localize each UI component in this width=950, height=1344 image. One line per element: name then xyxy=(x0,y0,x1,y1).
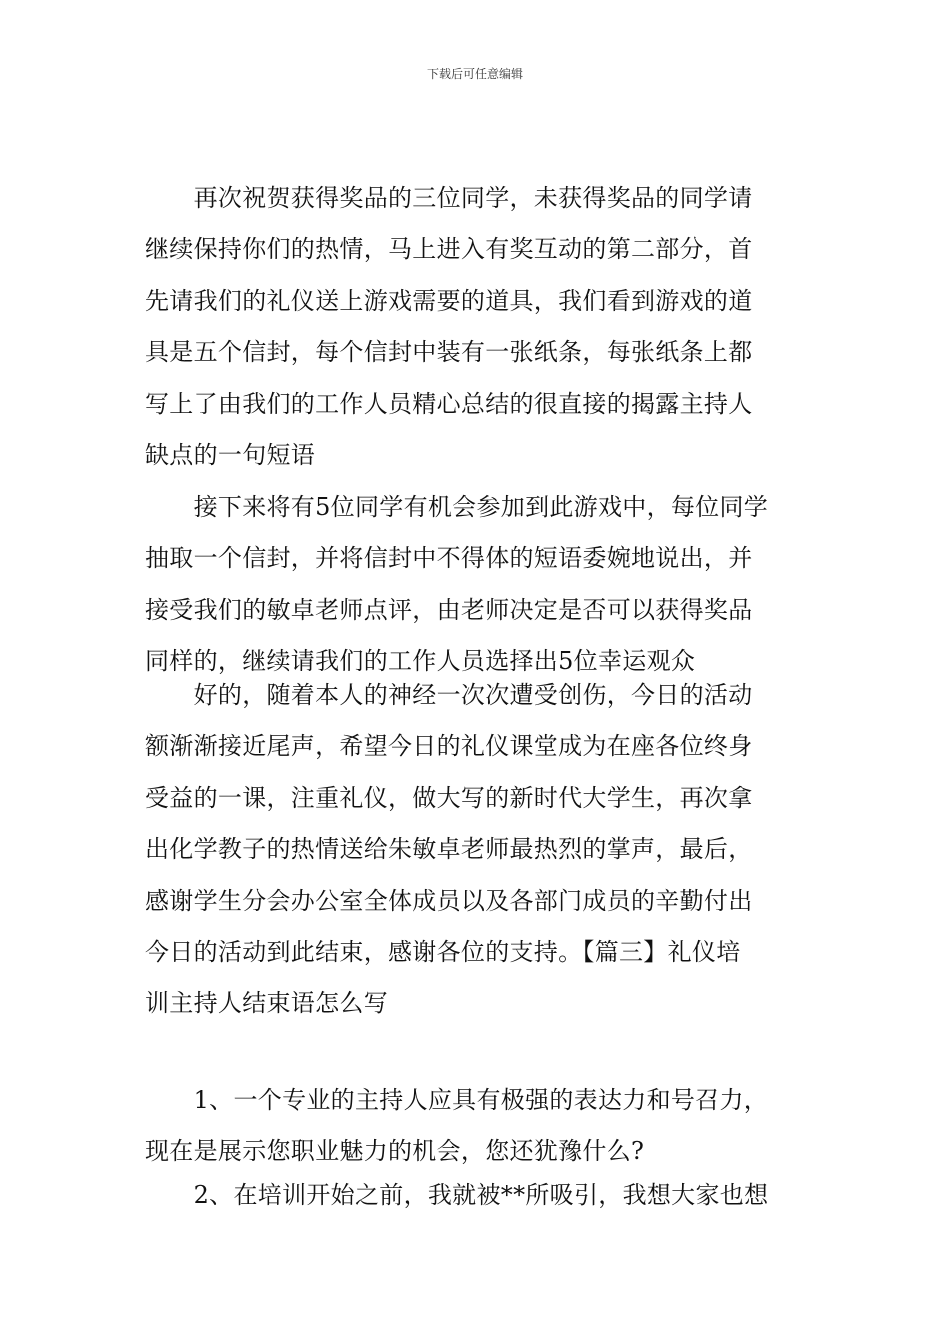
paragraph-2: 接下来将有5位同学有机会参加到此游戏中，每位同学 抽取一个信封，并将信封中不得体的短语委婉地说出，并 接受我们的敏卓老师点评，由老师决定是否可以获得奖品 同样的，继续请我们的工作人员选择出5位幸运观众 xyxy=(145,493,769,676)
paragraph-4: 1、一个专业的主持人应具有极强的表达力和号召力， 现在是展示您职业魅力的机会，您还犹豫什么? xyxy=(145,1086,769,1166)
page-header: 下载后可任意编辑 xyxy=(426,67,523,81)
paragraph-1: 再次祝贺获得奖品的三位同学，未获得奖品的同学请 继续保持你们的热情，马上进入有奖互动的第二部分，首 先请我们的礼仪送上游戏需要的道具，我们看到游戏的道 具是五个信封，每个信封中装有一张纸条，每张纸条上都 写上了由我们的工作人员精心总结的很直接的揭露主持人 缺点的一句短语 xyxy=(145,184,753,470)
paragraph-3: 好的，随着本人的神经一次次遭受创伤，今日的活动 额渐渐接近尾声，希望今日的礼仪课堂成为在座各位终身 受益的一课，注重礼仪，做大写的新时代大学生，再次拿 出化学教子的热情送给朱敏卓老师最热烈的掌声，最后， 感谢学生分会办公室全体成员以及各部门成员的辛勤付出 今日的活动到此结束，感谢各位的支持。【篇三】礼仪培 训主持人结束语怎么写 xyxy=(145,681,753,1018)
paragraph-5: 2、在培训开始之前，我就被**所吸引，我想大家也想 xyxy=(145,1181,769,1209)
